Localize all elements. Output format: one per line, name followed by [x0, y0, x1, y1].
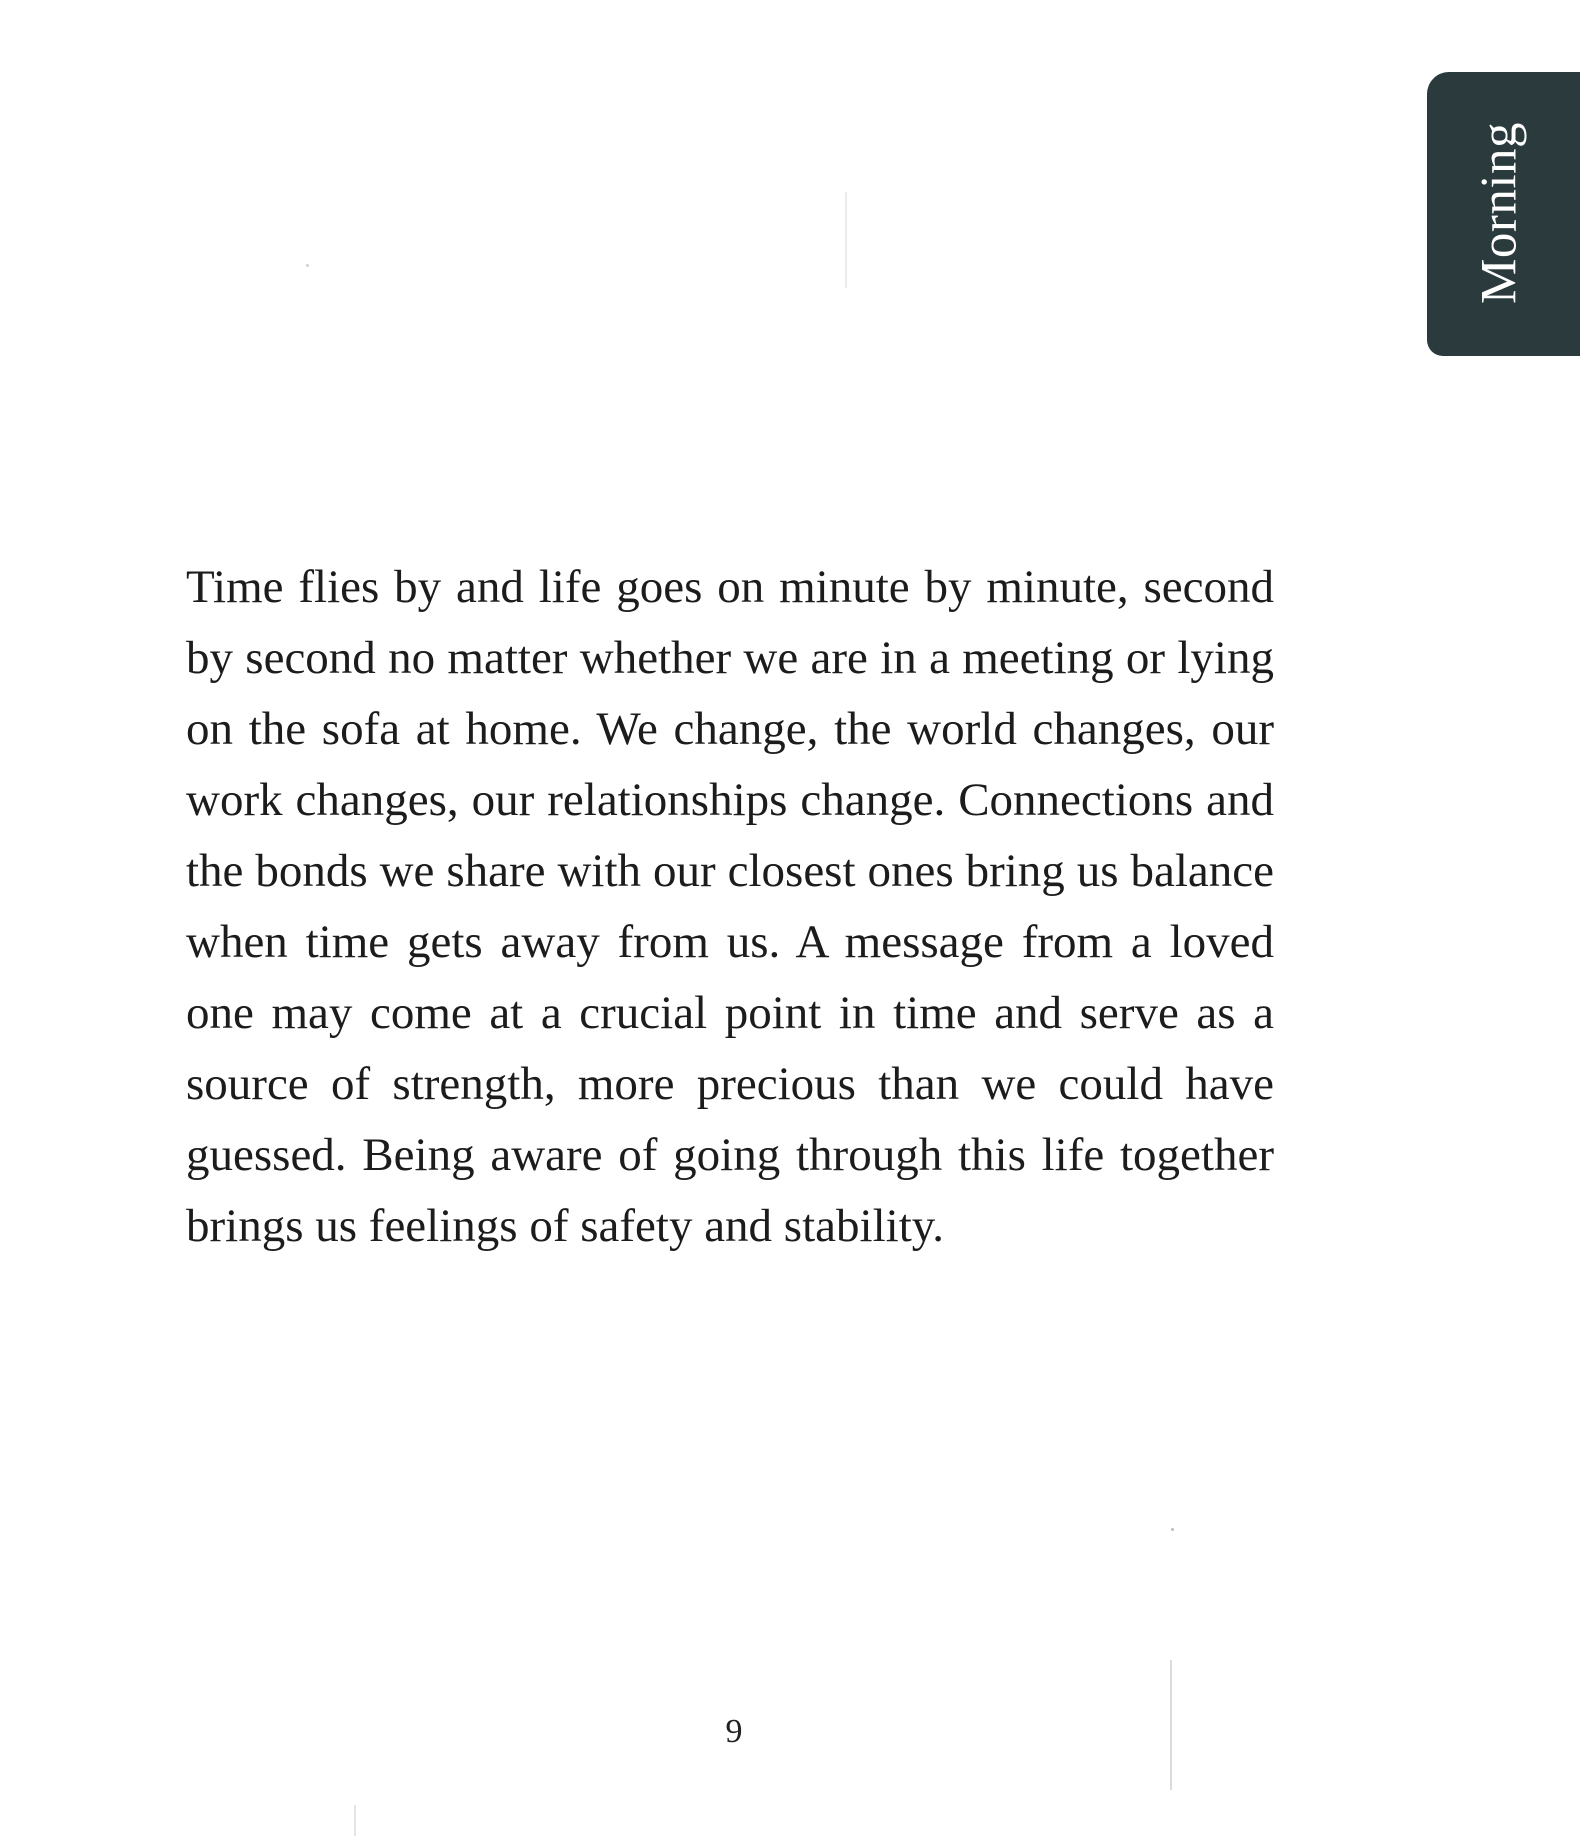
- scan-artifact-dot: [1171, 1528, 1174, 1531]
- section-tab-label: Morning: [1471, 122, 1528, 304]
- scan-artifact-line: [845, 192, 847, 288]
- scan-artifact-line: [354, 1805, 356, 1836]
- scan-artifact-dot: [306, 264, 309, 267]
- page-number: 9: [725, 1713, 743, 1750]
- body-paragraph: Time flies by and life goes on minute by minute, second by second no matter whether we are in a meeting or lying on the sofa at home. We change, the world changes, our work changes, our relationships change. Connections and the bonds we share with our closest ones bring us balance when time gets away from us. A message from a loved one may come at a crucial point in time and serve as a source of strength, more precious than we could have guessed. Being aware of going through this life together brings us feelings of safety and stability.: [186, 561, 1274, 1252]
